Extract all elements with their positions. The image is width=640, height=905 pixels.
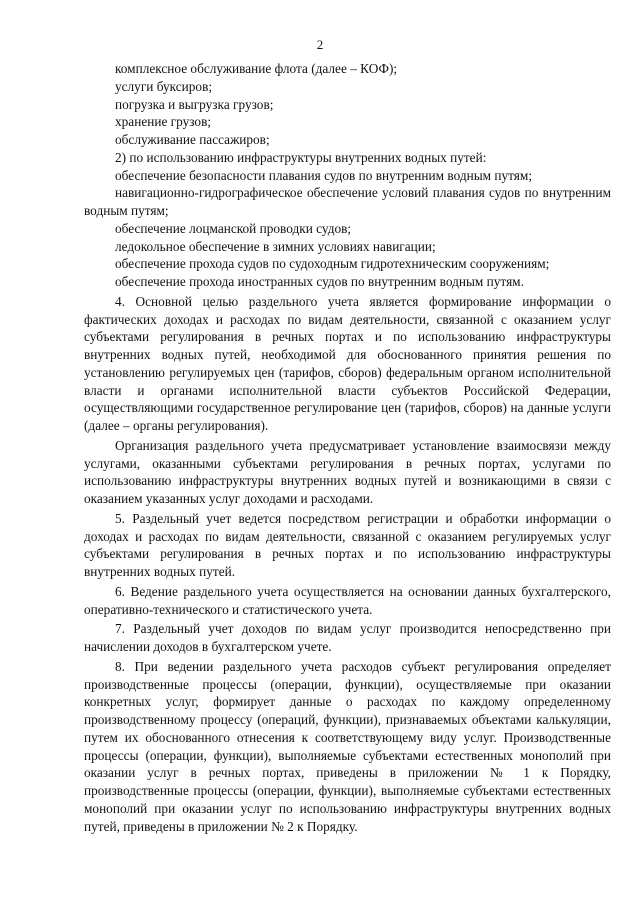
paragraph: 4. Основной целью раздельного учета является формирование информации о фактических доходах и расходах по видам деятельности, связанной с оказанием услуг субъектами регулирования в речных портах и по использованию инфраструктуры внутренних водных путей, необходимой для обоснованного принятия решения по установлению регулируемых цен (тарифов, сборов) федеральным органом исполнительной власти и органами исполнительной власти субъектов Российской Федерации, осуществляющими государственное регулирование цен (тарифов, сборов) на данные услуги (далее – органы регулирования). (84, 293, 611, 433)
paragraph: обеспечение прохода судов по судоходным гидротехническим сооружениям; (115, 256, 550, 272)
paragraph: 6. Ведение раздельного учета осуществляется на основании данных бухгалтерского, оперативно-технического и статистического учета. (84, 583, 611, 617)
paragraph: Организация раздельного учета предусматривает установление взаимосвязи между услугами, оказанными субъектами регулирования в речных портах, услугами по использованию инфраструктуры внутренних водных путей и возникающими в связи с оказанием указанных услуг доходами и расходами. (84, 437, 611, 506)
document-body (84, 60, 611, 835)
paragraph: обслуживание пассажиров; (115, 132, 270, 147)
paragraph: обеспечение безопасности плавания судов по внутренним водным путям; (115, 167, 533, 183)
paragraph: хранение грузов; (115, 114, 212, 130)
paragraph: комплексное обслуживание флота (далее – КОФ); (115, 61, 398, 76)
paragraph: обеспечение лоцманской проводки судов; (115, 220, 352, 236)
paragraph: услуги буксиров; (115, 78, 213, 94)
paragraph: 7. Раздельный учет доходов по видам услуг производится непосредственно при начислении доходов в бухгалтерском учете. (84, 621, 611, 654)
paragraph: обеспечение прохода иностранных судов по внутренним водным путям. (115, 274, 524, 289)
page-number: 2 (316, 37, 324, 52)
paragraph: 2) по использованию инфраструктуры внутренних водных путей: (115, 149, 487, 165)
paragraph: погрузка и выгрузка грузов; (115, 96, 274, 112)
paragraph: навигационно-гидрографическое обеспечение условий плавания судов по внутренним водным путям; (84, 185, 611, 218)
paragraph: 8. При ведении раздельного учета расходов субъект регулирования определяет производственные процессы (операции, функции), осуществляемые при оказании конкретных услуг, формирует данные о расходах по каждому определенному производственному процессу (операций, функции), признаваемых объектами калькуляции, путем их обоснованного отнесения к соответствующему виду услуг. Производственные процессы (операции, функции), выполняемые субъектами естественных монополий при оказании услуг в речных портах, приведены в приложении № 1 к Порядку, производственные процессы (операции, функции), выполняемые субъектами естественных монополий при оказании услуг по использованию инфраструктуры внутренних водных путей, приведены в приложении № 2 к Порядку. (84, 658, 611, 834)
paragraph: ледокольное обеспечение в зимних условиях навигации; (115, 238, 436, 254)
paragraph: 5. Раздельный учет ведется посредством регистрации и обработки информации о доходах и расходах по видам деятельности, связанной с оказанием регулируемых услуг субъектами регулирования в речных портах и по использованию инфраструктуры внутренних водных путей. (84, 510, 611, 579)
